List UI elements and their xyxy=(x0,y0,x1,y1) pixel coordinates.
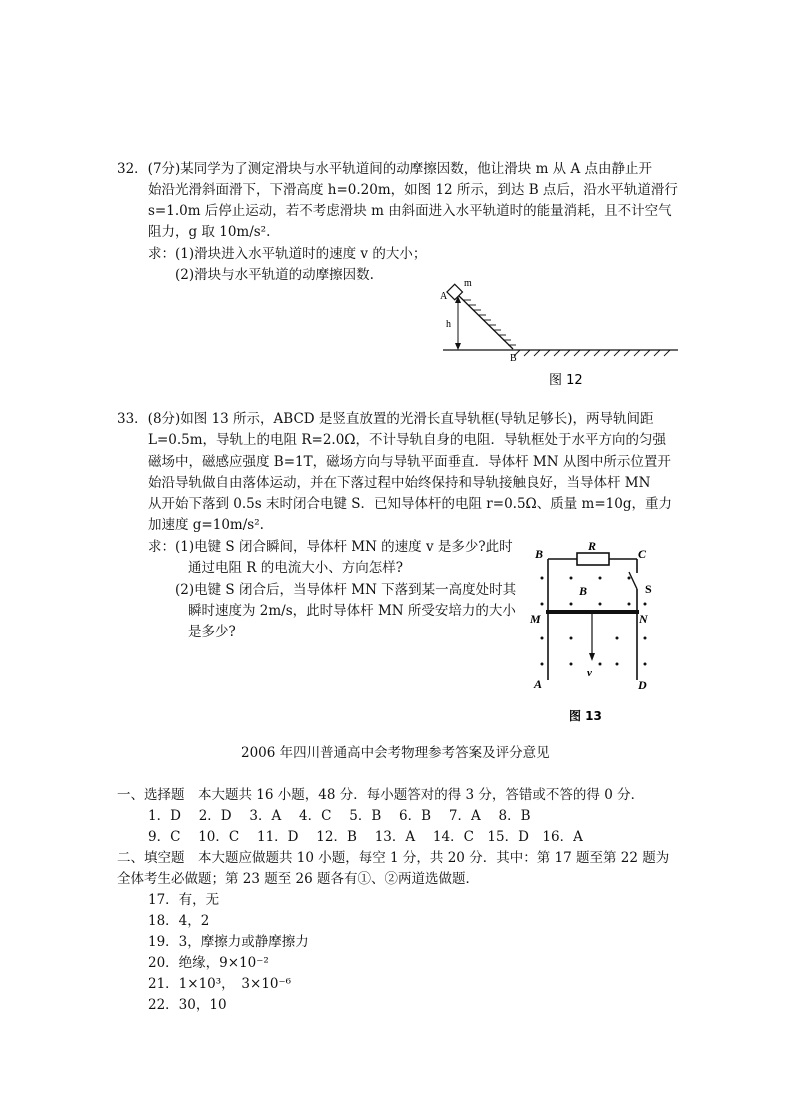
q32-line-4: 阻力，g 取 10m/s². xyxy=(148,224,271,240)
q33-line-2: L=0.5m，导轨上的电阻 R=2.0Ω，不计导轨自身的电阻．导轨框处于水平方向的匀强 xyxy=(148,432,666,448)
q33-ask-1: 求：(1)电键 S 闭合瞬间，导体杆 MN 的速度 v 是多少?此时 xyxy=(148,539,513,555)
figure-12 xyxy=(430,276,690,390)
q33-ask-1b: 通过电阻 R 的电流大小、方向怎样? xyxy=(188,560,403,576)
label-v: v xyxy=(587,667,592,679)
q33-ask-2b: 瞬时速度为 2m/s，此时导体杆 MN 所受安培力的大小 xyxy=(188,603,516,619)
q32-line-2: 始沿光滑斜面滑下，下滑高度 h=0.20m，如图 12 所示，到达 B 点后，沿水平轨道滑行 xyxy=(148,182,678,198)
section-2-heading: 二、填空题 本大题应做题共 10 小题，每空 1 分，共 20 分．其中：第 17 题至第 22 题为 xyxy=(117,850,670,866)
q32-line-1: 32．(7分)某同学为了测定滑块与水平轨道间的动摩擦因数，他让滑块 m 从 A 点由静止开 xyxy=(117,161,653,177)
label-h: h xyxy=(446,319,451,330)
fill-answer-22: 22．30，10 xyxy=(148,997,227,1013)
label-field-B: B xyxy=(579,584,588,598)
q33-ask-2c: 是多少? xyxy=(188,624,236,640)
q33-line-3: 磁场中，磁感应强度 B=1T，磁场方向与导轨平面垂直．导体杆 MN 从图中所示位置开 xyxy=(148,454,671,470)
fill-answer-21: 21．1×10³， 3×10⁻⁶ xyxy=(148,976,292,992)
q33-line-6: 加速度 g=10m/s². xyxy=(148,517,264,533)
label-m: m xyxy=(464,278,472,289)
label-A: A xyxy=(534,677,543,691)
q33-line-1: 33．(8分)如图 13 所示，ABCD 是竖直放置的光滑长直导轨框(导轨足够长)，两导轨间距 xyxy=(117,411,654,427)
figure-12-caption: 图 12 xyxy=(549,373,583,388)
label-S: S xyxy=(645,582,652,596)
section-2-heading-cont: 全体考生必做题；第 23 题至 26 题各有①、②两道选做题． xyxy=(117,871,480,887)
fill-answer-17: 17．有，无 xyxy=(148,892,220,908)
conductor-bar-MN xyxy=(546,610,639,614)
figure-13 xyxy=(525,540,685,725)
q33-line-5: 从开始下落到 0.5s 末时闭合电键 S．已知导体杆的电阻 r=0.5Ω、质量 m=10g，重力 xyxy=(148,496,672,512)
switch-S xyxy=(629,572,637,589)
label-R: R xyxy=(588,540,597,553)
q32-ask-1: 求：(1)滑块进入水平轨道时的速度 v 的大小； xyxy=(148,246,427,262)
choice-answers-row-1: 1．D 2．D 3．A 4．C 5．B 6．B 7．A 8．B xyxy=(148,808,531,824)
label-B: B xyxy=(535,547,544,561)
q33-ask-2: (2)电键 S 闭合后，当导体杆 MN 下落到某一高度处时其 xyxy=(175,582,517,598)
q33-line-4: 始沿导轨做自由落体运动，并在下落过程中始终保持和导轨接触良好，当导体杆 MN xyxy=(148,475,651,491)
label-C: C xyxy=(638,547,647,561)
q32-ask-2: (2)滑块与水平轨道的动摩擦因数. xyxy=(175,267,374,283)
answer-title: 2006 年四川普通高中会考物理参考答案及评分意见 xyxy=(241,745,550,761)
ground-hatching xyxy=(514,350,670,356)
choice-answers-row-2: 9．C 10．C 11．D 12．B 13．A 14．C 15．D 16．A xyxy=(148,829,583,845)
section-1-heading: 一、选择题 本大题共 16 小题，48 分．每小题答对的得 3 分，答错或不答的得 0 分． xyxy=(117,787,645,803)
resistor-R xyxy=(577,553,609,565)
magnetic-field-dots xyxy=(541,577,647,666)
label-B: B xyxy=(510,353,517,364)
label-D: D xyxy=(638,678,647,692)
label-N: N xyxy=(639,612,648,626)
label-M: M xyxy=(530,612,541,626)
figure-13-caption: 图 13 xyxy=(569,709,602,723)
fill-answer-19: 19．3，摩擦力或静摩擦力 xyxy=(148,934,309,950)
incline-hatching xyxy=(463,300,516,345)
label-A: A xyxy=(440,291,448,302)
fill-answer-20: 20．绝缘，9×10⁻² xyxy=(148,955,269,971)
fill-answer-18: 18．4，2 xyxy=(148,913,210,929)
q32-line-3: s=1.0m 后停止运动，若不考虑滑块 m 由斜面进入水平轨道时的能量消耗，且不计空气 xyxy=(148,203,672,219)
